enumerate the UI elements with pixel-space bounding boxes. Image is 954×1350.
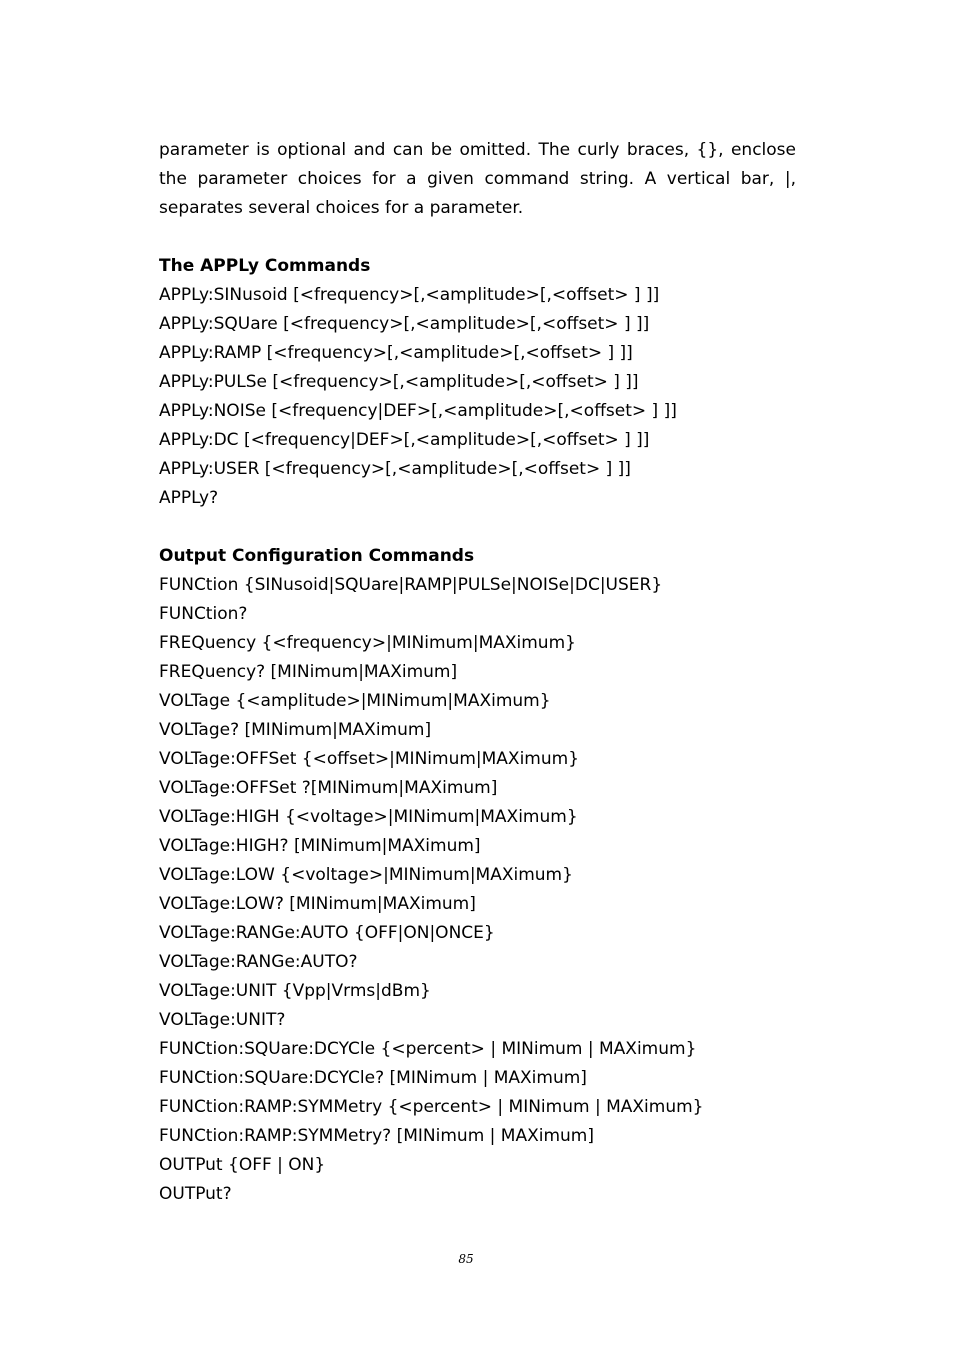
command-line: VOLTage:RANGe:AUTO?	[159, 952, 358, 972]
command-line: FREQuency {<frequency>|MINimum|MAXimum}	[159, 633, 576, 653]
command-line: APPLy:SINusoid [<frequency>[,<amplitude>[,<offset> ] ]]	[159, 285, 660, 305]
command-line: FUNCtion:SQUare:DCYCle? [MINimum | MAXimum]	[159, 1068, 587, 1088]
command-line: VOLTage:UNIT?	[159, 1010, 286, 1030]
command-line: VOLTage:RANGe:AUTO {OFF|ON|ONCE}	[159, 923, 495, 943]
command-line: VOLTage:HIGH {<voltage>|MINimum|MAXimum}	[159, 807, 578, 827]
command-line: VOLTage:UNIT {Vpp|Vrms|dBm}	[159, 981, 431, 1001]
command-line: APPLy?	[159, 488, 219, 508]
page-content	[159, 136, 796, 1209]
apply-section-title: The APPLy Commands	[159, 256, 371, 276]
output-config-section-title: Output Configuration Commands	[159, 546, 475, 566]
command-line: FUNCtion:SQUare:DCYCle {<percent> | MINimum | MAXimum}	[159, 1039, 697, 1059]
output-config-command-list	[159, 571, 796, 1209]
command-line: APPLy:SQUare [<frequency>[,<amplitude>[,<offset> ] ]]	[159, 314, 650, 334]
command-line: FREQuency? [MINimum|MAXimum]	[159, 662, 458, 682]
command-line: APPLy:RAMP [<frequency>[,<amplitude>[,<offset> ] ]]	[159, 343, 633, 363]
page-number: 85	[458, 1252, 474, 1266]
command-line: VOLTage:LOW? [MINimum|MAXimum]	[159, 894, 476, 914]
command-line: APPLy:USER [<frequency>[,<amplitude>[,<offset> ] ]]	[159, 459, 631, 479]
command-line: FUNCtion?	[159, 604, 248, 624]
command-line: OUTPut?	[159, 1184, 232, 1204]
command-line: OUTPut {OFF | ON}	[159, 1155, 326, 1175]
section-spacer	[159, 513, 796, 542]
command-line: FUNCtion {SINusoid|SQUare|RAMP|PULSe|NOISe|DC|USER}	[159, 575, 663, 595]
command-line: APPLy:NOISe [<frequency|DEF>[,<amplitude>[,<offset> ] ]]	[159, 401, 677, 421]
command-line: VOLTage:OFFSet {<offset>|MINimum|MAXimum}	[159, 749, 580, 769]
command-line: VOLTage {<amplitude>|MINimum|MAXimum}	[159, 691, 551, 711]
command-line: VOLTage:OFFSet ?[MINimum|MAXimum]	[159, 778, 498, 798]
apply-command-list	[159, 281, 796, 513]
command-line: APPLy:DC [<frequency|DEF>[,<amplitude>[,<offset> ] ]]	[159, 430, 650, 450]
intro-paragraph: parameter is optional and can be omitted. The curly braces, {}, enclose the parameter choices for a given command string. A vertical bar, |, separates several choices for a parameter.	[159, 140, 796, 218]
command-line: FUNCtion:RAMP:SYMMetry? [MINimum | MAXimum]	[159, 1126, 594, 1146]
command-line: VOLTage:HIGH? [MINimum|MAXimum]	[159, 836, 481, 856]
command-line: VOLTage:LOW {<voltage>|MINimum|MAXimum}	[159, 865, 573, 885]
command-line: VOLTage? [MINimum|MAXimum]	[159, 720, 432, 740]
command-line: FUNCtion:RAMP:SYMMetry {<percent> | MINimum | MAXimum}	[159, 1097, 704, 1117]
command-line: APPLy:PULSe [<frequency>[,<amplitude>[,<offset> ] ]]	[159, 372, 639, 392]
section-spacer	[159, 223, 796, 252]
